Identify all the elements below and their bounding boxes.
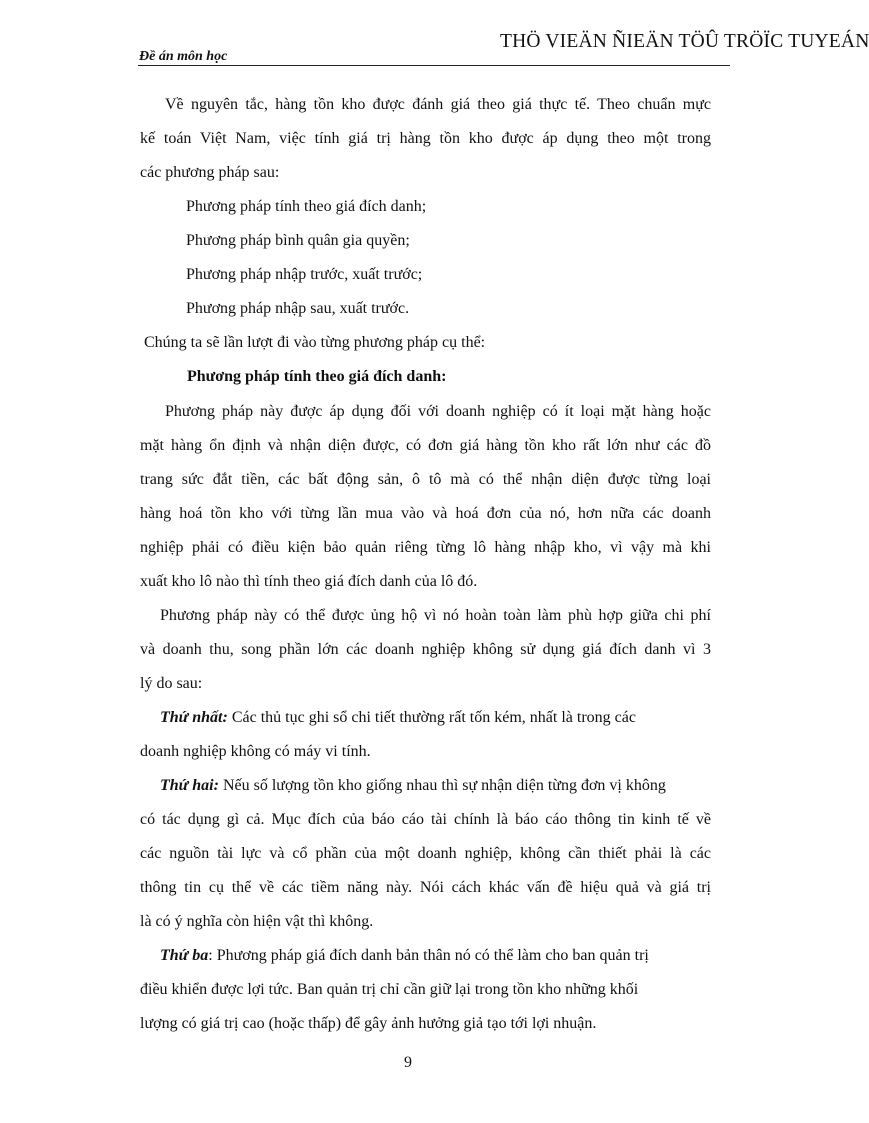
para1-line-5: nghiệp phải có điều kiện bảo quản riêng từng lô hàng nhập kho, vì vậy mà khi: [140, 539, 711, 556]
reason2-line-4: thông tin cụ thể về các tiềm năng này. Nói cách khác vấn đề hiệu quả và giá trị: [140, 879, 711, 896]
reason2-text-1: Nếu số lượng tồn kho giống nhau thì sự nhận diện từng đơn vị không: [218, 777, 666, 794]
para1-line-6: xuất kho lô nào thì tính theo giá đích danh của lô đó.: [140, 573, 478, 590]
para2-line-3: lý do sau:: [140, 675, 203, 692]
reason1-label: Thứ nhất:: [160, 709, 228, 726]
reason2-line-2: có tác dụng gì cả. Mục đích của báo cáo tài chính là báo cáo thông tin kinh tế về: [140, 811, 711, 828]
method-item-4: Phương pháp nhập sau, xuất trước.: [186, 300, 410, 317]
reason3-line-2: điều khiển được lợi tức. Ban quản trị chỉ cần giữ lại trong tồn kho những khối: [140, 981, 639, 998]
para2-line-1: Phương pháp này có thể được ủng hộ vì nó hoàn toàn làm phù hợp giữa chi phí: [160, 607, 711, 624]
transition-line: Chúng ta sẽ lần lượt đi vào từng phương pháp cụ thể:: [144, 334, 486, 351]
reason3-label: Thứ ba: [160, 947, 209, 964]
reason3-text-1: : Phương pháp giá đích danh bản thân nó có thể làm cho ban quản trị: [208, 947, 649, 964]
reason2-line-5: là có ý nghĩa còn hiện vật thì không.: [140, 913, 374, 930]
reason3-line-3: lượng có giá trị cao (hoặc thấp) để gây ảnh hưởng giả tạo tới lợi nhuận.: [140, 1015, 597, 1032]
method-item-3: Phương pháp nhập trước, xuất trước;: [186, 266, 423, 283]
intro-line-2: kế toán Việt Nam, việc tính giá trị hàng tồn kho được áp dụng theo một trong: [140, 130, 711, 147]
method-item-1: Phương pháp tính theo giá đích danh;: [186, 198, 427, 215]
reason1-line-2: doanh nghiệp không có máy vi tính.: [140, 743, 371, 760]
page-number: 9: [404, 1054, 412, 1071]
para1-line-2: mặt hàng ổn định và nhận diện được, có đơn giá hàng tồn kho rất lớn như các đồ: [140, 437, 711, 454]
reason2-line-3: các nguồn tài lực và cổ phần của một doanh nghiệp, không cần thiết phải là các: [140, 845, 711, 862]
para1-line-1: Phương pháp này được áp dụng đối với doanh nghiệp có ít loại mặt hàng hoặc: [165, 403, 711, 420]
reason2-label: Thứ hai:: [160, 777, 219, 794]
section-heading: Phương pháp tính theo giá đích danh:: [187, 368, 447, 385]
header-course-title: Đề án môn học: [139, 49, 228, 64]
reason1-line-1: [160, 708, 636, 728]
reason2-line-1: [160, 776, 666, 796]
para2-line-2: và doanh thu, song phần lớn các doanh nghiệp không sử dụng giá đích danh vì 3: [140, 641, 711, 658]
intro-line-3: các phương pháp sau:: [140, 164, 280, 181]
header-library-title: THÖ VIEÄN ÑIEÄN TÖÛ TRÖÏC TUYEÁN: [500, 31, 869, 52]
para1-line-3: trang sức đắt tiền, các bất động sản, ô tô mà có thể nhận diện được từng loại: [140, 471, 711, 488]
reason1-text-1: Các thủ tục ghi sổ chi tiết thường rất tốn kém, nhất là trong các: [227, 709, 636, 726]
method-item-2: Phương pháp bình quân gia quyền;: [186, 232, 410, 249]
para1-line-4: hàng hoá tồn kho với từng lần mua vào và hoá đơn của nó, hơn nữa các doanh: [140, 505, 711, 522]
intro-line-1: Về nguyên tắc, hàng tồn kho được đánh giá theo giá thực tế. Theo chuẩn mực: [165, 96, 711, 113]
header-rule: [138, 65, 730, 66]
reason3-line-1: [160, 946, 649, 966]
